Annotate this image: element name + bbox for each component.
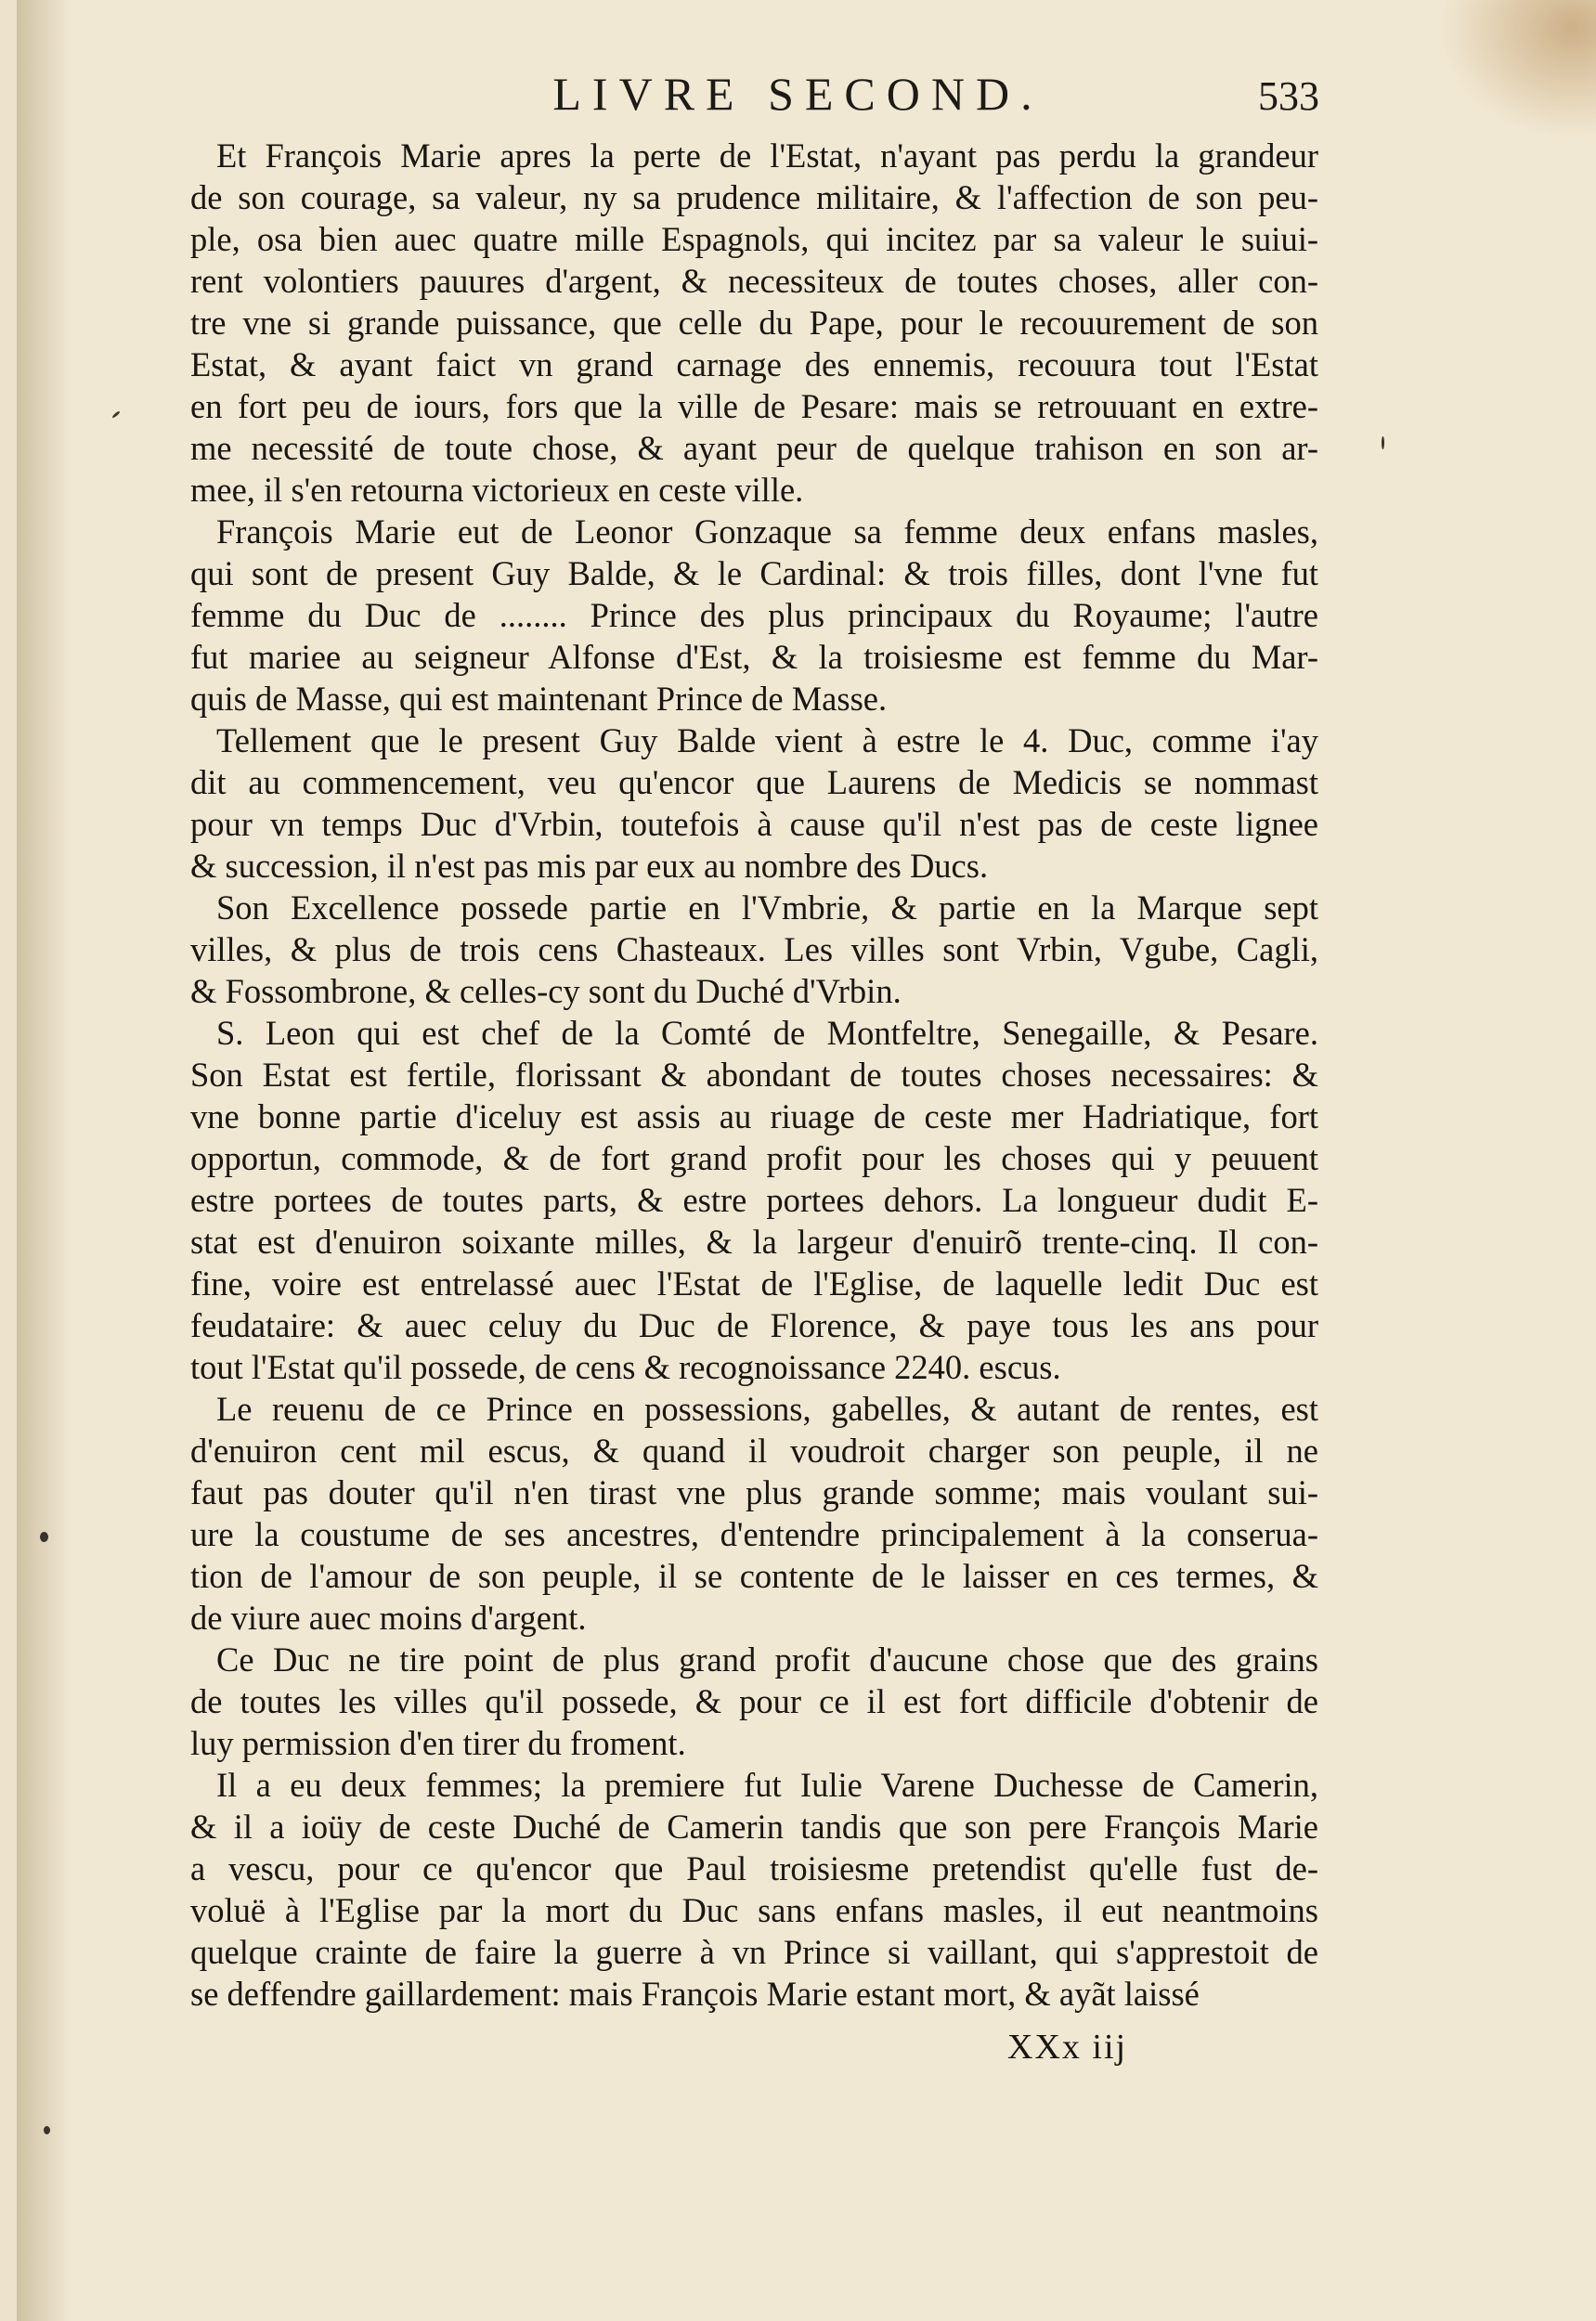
text-line: qui sont de present Guy Balde, & le Cardinal: & trois filles, dont l'vne fut [190,554,1318,592]
text-line: quis de Masse, qui est maintenant Prince de Masse. [190,680,888,718]
text-line: de toutes les villes qu'il possede, & pour ce il est fort difficile d'obtenir de [190,1682,1318,1720]
text-line: ure la coustume de ses ancestres, d'entendre principalement à la conserua- [190,1515,1318,1553]
text-line: villes, & plus de trois cens Chasteaux. Les villes sont Vrbin, Vgube, Cagli, [190,930,1318,968]
text-line: Estat, & ayant faict vn grand carnage des ennemis, recouura tout l'Estat [190,345,1318,383]
text-line: faut pas douter qu'il n'en tirast vne plus grande somme; mais voulant sui- [190,1473,1318,1511]
text-line: Ce Duc ne tire point de plus grand profit d'aucune chose que des grains [216,1640,1318,1679]
text-line: stat est d'enuiron soixante milles, & la largeur d'enuirõ trente-cinq. Il con- [190,1223,1318,1261]
signature-mark: XXx iij [1007,2028,1128,2067]
text-line: voluë à l'Eglise par la mort du Duc sans enfans masles, il eut neantmoins [190,1891,1318,1929]
text-line: Il a eu deux femmes; la premiere fut Iulie Varene Duchesse de Camerin, [216,1766,1318,1804]
text-line: feudataire: & auec celuy du Duc de Florence, & paye tous les ans pour [190,1306,1318,1344]
text-line: pour vn temps Duc d'Vrbin, toutefois à cause qu'il n'est pas de ceste lignee [190,805,1318,843]
text-line: Son Excellence possede partie en l'Vmbrie, & partie en la Marque sept [216,888,1318,927]
page-number: 533 [1258,73,1319,119]
text-line: & Fossombrone, & celles-cy sont du Duché d'Vrbin. [190,972,902,1010]
text-line: en fort peu de iours, fors que la ville de Pesare: mais se retrouuant en extre- [190,387,1318,425]
paragraph [190,1639,1318,1764]
text-line: fine, voire est entrelassé auec l'Estat de l'Eglise, de laquelle ledit Duc est [190,1264,1318,1303]
text-line: & succession, il n'est pas mis par eux au nombre des Ducs. [190,847,989,885]
text-line: fut mariee au seigneur Alfonse d'Est, & la troisiesme est femme du Mar- [190,638,1318,676]
text-line: se deffendre gaillardement: mais François Marie estant mort, & ayãt laissé [190,1975,1200,2013]
text-line: femme du Duc de ........ Prince des plus principaux du Royaume; l'autre [190,596,1318,634]
paragraph [190,1388,1318,1639]
text-line: Et François Marie apres la perte de l'Estat, n'ayant pas perdu la grandeur [216,136,1318,175]
text-line: dit au commencement, veu qu'encor que Laurens de Medicis se nommast [190,763,1318,801]
text-line: de viure auec moins d'argent. [190,1599,587,1637]
gutter-shadow [17,0,72,2321]
text-line: S. Leon qui est chef de la Comté de Montfeltre, Senegaille, & Pesare. [216,1014,1318,1052]
text-line: opportun, commode, & de fort grand profit pour les choses qui y peuuent [190,1139,1318,1177]
text-line: François Marie eut de Leonor Gonzaque sa femme deux enfans masles, [216,512,1318,551]
text-line: luy permission d'en tirer du froment. [190,1724,686,1762]
text-line: estre portees de toutes parts, & estre portees dehors. La longueur dudit E- [190,1181,1318,1219]
text-line: Son Estat est fertile, florissant & abondant de toutes choses necessaires: & [190,1056,1318,1094]
text-line: a vescu, pour ce qu'encor que Paul troisiesme pretendist qu'elle fust de- [190,1849,1318,1887]
ink-speck [40,1532,48,1542]
text-line: quelque crainte de faire la guerre à vn Prince si vaillant, qui s'apprestoit de [190,1933,1318,1971]
ink-speck [44,2126,50,2134]
ink-speck [1382,436,1384,449]
text-line: tion de l'amour de son peuple, il se contente de le laisser en ces termes, & [190,1557,1318,1595]
text-line: tout l'Estat qu'il possede, de cens & recognoissance 2240. escus. [190,1348,1061,1386]
paragraph [190,511,1318,720]
text-line: vne bonne partie d'iceluy est assis au riuage de ceste mer Hadriatique, fort [190,1097,1318,1135]
text-line: de son courage, sa valeur, ny sa prudence militaire, & l'affection de son peu- [190,178,1318,216]
running-head: LIVRE SECOND. [552,68,1044,120]
text-line: ple, osa bien auec quatre mille Espagnols, qui incitez par sa valeur le suiui- [190,220,1318,258]
text-line: rent volontiers pauures d'argent, & necessiteux de toutes choses, aller con- [190,262,1318,300]
text-line: Tellement que le present Guy Balde vient à estre le 4. Duc, comme i'ay [216,721,1318,759]
paragraph [190,1764,1318,2015]
paragraph [190,1012,1318,1388]
body-text [190,135,1318,2015]
text-line: & il a ioüy de ceste Duché de Camerin tandis que son pere François Marie [190,1808,1318,1846]
text-line: me necessité de toute chose, & ayant peur de quelque trahison en son ar- [190,429,1318,467]
text-line: Le reuenu de ce Prince en possessions, gabelles, & autant de rentes, est [216,1390,1318,1428]
paragraph [190,887,1318,1012]
text-line: d'enuiron cent mil escus, & quand il voudroit charger son peuple, il ne [190,1432,1318,1470]
paragraph [190,720,1318,887]
text-line: tre vne si grande puissance, que celle du Pape, pour le recouurement de son [190,304,1318,342]
text-line: mee, il s'en retourna victorieux en ceste ville. [190,471,804,509]
paragraph [190,135,1318,511]
